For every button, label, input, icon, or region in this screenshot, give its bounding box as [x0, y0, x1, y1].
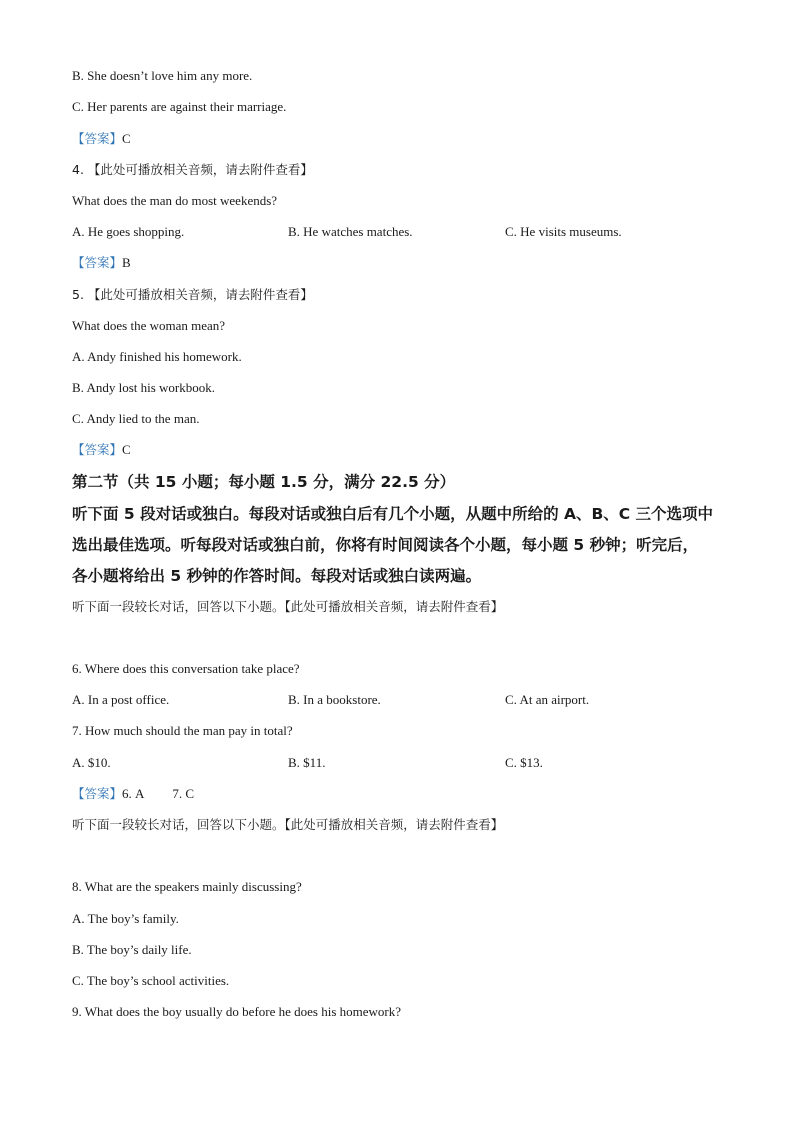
q8-option-a: A. The boy’s family. — [72, 911, 179, 926]
q5-option-c: C. Andy lied to the man. — [72, 411, 200, 426]
q7-option-c: C. $13. — [505, 755, 543, 770]
answer-value: C — [122, 131, 131, 146]
q8-option-c: C. The boy’s school activities. — [72, 973, 230, 988]
q6-option-b: B. In a bookstore. — [288, 692, 381, 707]
section-instruction-line-2: 选出最佳选项。听每段对话或独白前，你将有时间阅读各个小题，每小题 5 秒钟；听完后， — [72, 536, 699, 554]
q7-options — [72, 754, 772, 772]
q9-question: 9. What does the boy usually do before he does his homework? — [72, 1004, 402, 1019]
q6-option-a: A. In a post office. — [72, 692, 170, 707]
passage1-intro: 听下面一段较长对话，回答以下小题。【此处可播放相关音频，请去附件查看】 — [72, 599, 504, 614]
q3-option-b: B. She doesn’t love him any more. — [72, 68, 253, 83]
q5-option-a: A. Andy finished his homework. — [72, 349, 242, 364]
q4-question: What does the man do most weekends? — [72, 193, 278, 208]
answer-tag: 【答案】 — [72, 255, 123, 270]
q4-options — [72, 223, 772, 241]
q3-option-c: C. Her parents are against their marriage. — [72, 99, 287, 114]
passage2-intro: 听下面一段较长对话，回答以下小题。【此处可播放相关音频，请去附件查看】 — [72, 817, 504, 832]
q4-option-a: A. He goes shopping. — [72, 224, 185, 239]
q4-option-b: B. He watches matches. — [288, 224, 413, 239]
q7-option-a: A. $10. — [72, 755, 111, 770]
section-title: 第二节（共 15 小题；每小题 1.5 分，满分 22.5 分） — [72, 473, 456, 491]
q5-option-b: B. Andy lost his workbook. — [72, 380, 216, 395]
q7-question: 7. How much should the man pay in total? — [72, 723, 293, 738]
q6-options — [72, 691, 772, 709]
q5-answer — [72, 441, 131, 459]
answer-tag: 【答案】 — [72, 131, 123, 146]
q4-header: 4. 【此处可播放相关音频，请去附件查看】 — [72, 162, 313, 177]
passage1-answer — [72, 785, 194, 803]
answer-tag: 【答案】 — [72, 786, 123, 801]
answer-7: 7. C — [172, 786, 195, 801]
answer-tag: 【答案】 — [72, 442, 123, 457]
q4-answer — [72, 254, 131, 272]
q3-answer — [72, 130, 131, 148]
q6-option-c: C. At an airport. — [505, 692, 590, 707]
q7-option-b: B. $11. — [288, 755, 326, 770]
answer-value: B — [122, 255, 131, 270]
q8-option-b: B. The boy’s daily life. — [72, 942, 192, 957]
answer-value: C — [122, 442, 131, 457]
answer-6: 6. A — [122, 786, 145, 801]
q5-question: What does the woman mean? — [72, 318, 226, 333]
section-instruction-line-3: 各小题将给出 5 秒钟的作答时间。每段对话或独白读两遍。 — [72, 567, 482, 585]
q5-header: 5. 【此处可播放相关音频，请去附件查看】 — [72, 287, 313, 302]
section-instruction-line-1: 听下面 5 段对话或独白。每段对话或独白后有几个小题，从题中所给的 A、B、C 三个选项中 — [72, 505, 714, 523]
q6-question: 6. Where does this conversation take place? — [72, 661, 300, 676]
q8-question: 8. What are the speakers mainly discussing? — [72, 879, 302, 894]
q4-option-c: C. He visits museums. — [505, 224, 622, 239]
